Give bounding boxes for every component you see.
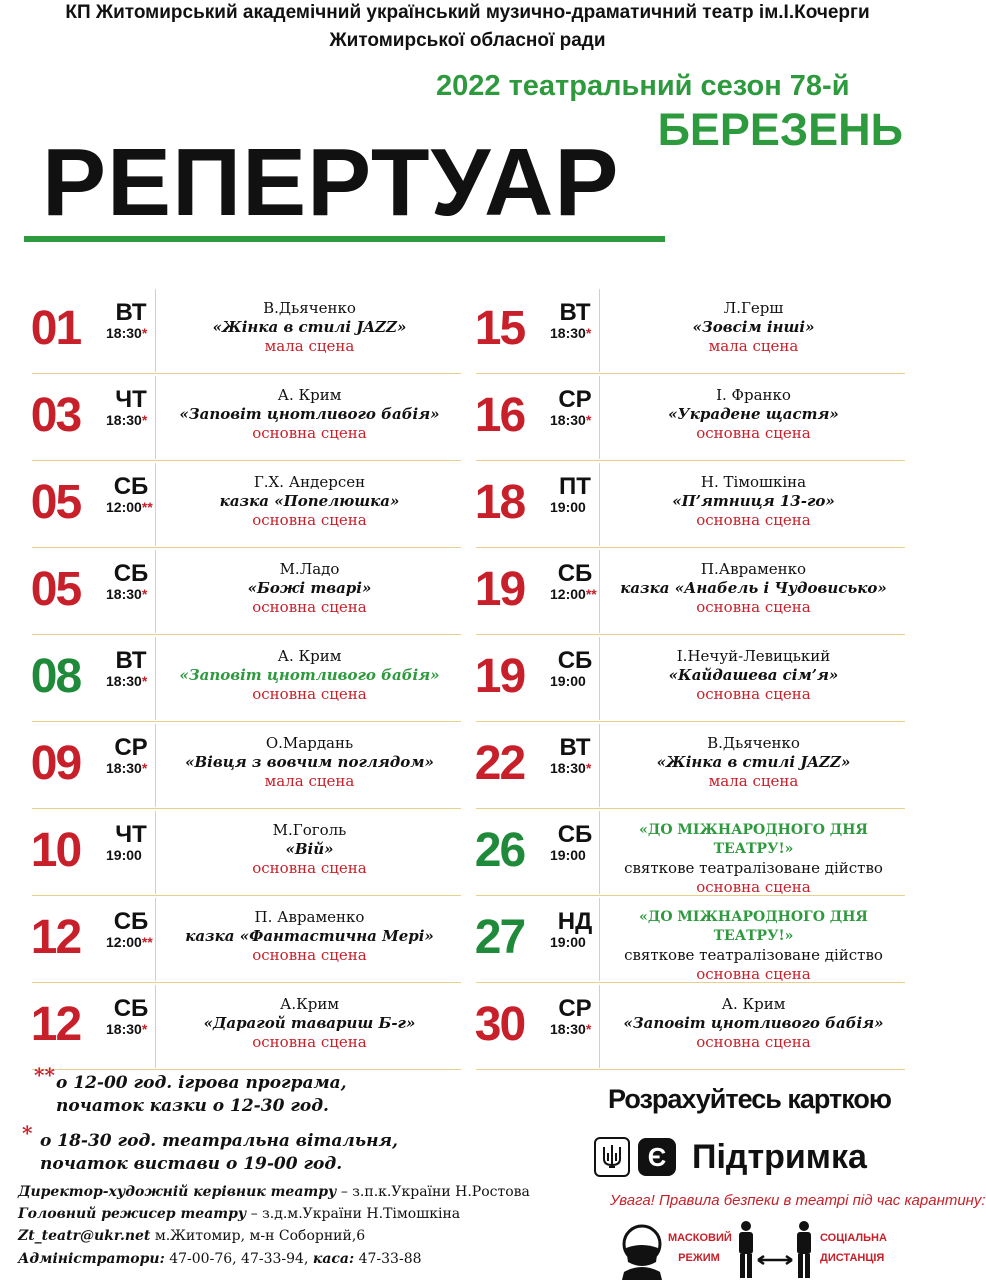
event-title: «Заповіт цнотливого бабія» [623, 1014, 884, 1032]
event-time-value: 18:30 [106, 760, 142, 776]
event-time [106, 499, 164, 515]
chief-director-label: Головний режисер театру [18, 1206, 247, 1222]
event-day: 16 [474, 389, 525, 442]
event-time [550, 673, 608, 689]
event-time-value: 19:00 [550, 934, 586, 950]
event-author: А.Крим [279, 995, 339, 1013]
event-weekday: ВТ [115, 647, 147, 674]
event-stage: основна сцена [696, 878, 811, 896]
event-info[interactable] [602, 995, 905, 1052]
season-label: 2022 театральний сезон 78-й [436, 70, 850, 102]
schedule-row [18, 635, 461, 722]
event-author: О.Мардань [265, 734, 354, 752]
footer-chief-director [18, 1206, 460, 1222]
event-info[interactable] [602, 386, 905, 443]
schedule-row [18, 461, 461, 548]
pay-by-card-label: Розрахуйтесь карткою [608, 1084, 891, 1114]
event-day: 26 [474, 824, 525, 877]
support-label: Підтримка [692, 1137, 867, 1176]
event-title: «Зовсім інші» [692, 318, 815, 336]
month-label: БЕРЕЗЕНЬ [657, 104, 903, 155]
event-time [550, 499, 608, 515]
event-time-mark: * [585, 412, 592, 428]
schedule-row [18, 722, 461, 809]
event-title: «Божі тварі» [247, 579, 372, 597]
event-author: Н. Тімошкіна [700, 473, 807, 491]
event-time [550, 934, 608, 950]
event-time [106, 760, 164, 776]
schedule-row [462, 287, 905, 374]
event-day: 05 [30, 476, 81, 529]
schedule-row [462, 374, 905, 461]
event-info[interactable] [602, 647, 905, 704]
theatre-name-line2: Житомирської обласної ради [329, 30, 606, 51]
event-stage: основна сцена [696, 1033, 811, 1051]
schedule-row [18, 809, 461, 896]
event-stage: мала сцена [708, 772, 799, 790]
event-stage: основна сцена [696, 511, 811, 529]
event-day: 19 [474, 650, 525, 703]
event-time [550, 412, 608, 428]
schedule-row [18, 896, 461, 983]
support-banner [594, 1137, 867, 1177]
event-time-mark: * [141, 1021, 148, 1037]
event-info[interactable] [158, 386, 461, 443]
event-time-value: 18:30 [106, 586, 142, 602]
event-time [550, 1021, 608, 1037]
page-title: РЕПЕРТУАР [42, 129, 620, 236]
note-evening-mark: * [22, 1121, 33, 1145]
schedule-row [462, 983, 905, 1070]
event-weekday: СБ [113, 995, 149, 1022]
event-stage: основна сцена [252, 859, 367, 877]
event-time [550, 586, 608, 602]
event-time-value: 12:00 [106, 499, 142, 515]
event-weekday: ЧТ [115, 821, 147, 848]
cash-phone: 47-33-88 [354, 1251, 422, 1267]
event-day: 22 [474, 737, 525, 790]
event-time-mark: * [585, 325, 592, 341]
footer-phones [18, 1251, 422, 1267]
event-stage: основна сцена [696, 598, 811, 616]
event-time-value: 19:00 [550, 499, 586, 515]
event-time [550, 325, 608, 341]
event-description: святкове театралізоване дійство [624, 946, 883, 964]
event-time-value: 19:00 [550, 847, 586, 863]
schedule-row [18, 983, 461, 1070]
footer-contacts [18, 1228, 365, 1244]
event-time-value: 18:30 [550, 1021, 586, 1037]
note-morning-line2: початок казки о 12-30 год. [56, 1096, 329, 1116]
note-evening-line2: початок вистави о 19-00 год. [40, 1154, 343, 1174]
euro-sign-icon: Є [638, 1138, 676, 1176]
schedule-row [18, 287, 461, 374]
event-title: «Жінка в стилі JAZZ» [212, 318, 407, 336]
event-weekday: ВТ [115, 299, 147, 326]
schedule-row [462, 635, 905, 722]
event-day: 19 [474, 563, 525, 616]
event-time-mark: * [141, 586, 148, 602]
address: м.Житомир, м-н Соборний,6 [150, 1228, 366, 1244]
event-day: 10 [30, 824, 81, 877]
event-time [106, 325, 164, 341]
event-weekday: СБ [557, 560, 593, 587]
note-morning-line1: о 12-00 год. ігрова програма, [56, 1073, 347, 1093]
event-day: 08 [30, 650, 81, 703]
event-time-value: 12:00 [550, 586, 586, 602]
event-time-mark: * [585, 760, 592, 776]
event-time-value: 19:00 [106, 847, 142, 863]
schedule-right-column [462, 287, 905, 1070]
event-time-value: 18:30 [550, 760, 586, 776]
event-title: «Дарагой тавариш Б-г» [203, 1014, 416, 1032]
event-weekday: НД [557, 908, 593, 935]
event-stage: основна сцена [696, 965, 811, 983]
event-stage: основна сцена [252, 511, 367, 529]
event-time [106, 586, 164, 602]
event-weekday: СР [558, 995, 592, 1022]
event-info[interactable] [602, 908, 905, 984]
event-stage: мала сцена [264, 337, 355, 355]
event-title: «Вій» [285, 840, 334, 858]
event-info[interactable] [602, 560, 905, 617]
event-info[interactable] [602, 821, 905, 897]
note-morning [34, 1063, 347, 1118]
event-title: казка «Фантастична Мері» [185, 927, 434, 945]
social-distance-icon [734, 1220, 816, 1285]
event-time-mark: * [141, 412, 148, 428]
event-day: 18 [474, 476, 525, 529]
event-time-value: 18:30 [550, 325, 586, 341]
event-time-mark: * [585, 1021, 592, 1037]
event-time-value: 18:30 [106, 1021, 142, 1037]
mask-mode-label: МАСКОВИЙ РЕЖИМ [668, 1232, 732, 1264]
event-time [550, 760, 608, 776]
event-time [106, 1021, 164, 1037]
event-stage: основна сцена [252, 685, 367, 703]
event-time-mark: * [141, 673, 148, 689]
admin-label: Адміністратори: [18, 1251, 165, 1267]
event-info[interactable] [602, 473, 905, 530]
event-time [106, 934, 164, 950]
director-label: Директор-художній керівник театру [18, 1184, 337, 1200]
event-time [106, 412, 164, 428]
schedule-left-column [18, 287, 461, 1070]
schedule-row [462, 461, 905, 548]
event-weekday: СБ [113, 908, 149, 935]
row-separator [476, 1069, 905, 1070]
event-weekday: СР [558, 386, 592, 413]
event-time-value: 19:00 [550, 673, 586, 689]
event-info[interactable] [602, 734, 905, 791]
event-weekday: СБ [557, 647, 593, 674]
theatre-name-line1: КП Житомирський академічний український музично-драматичний театр ім.І.Кочерги [65, 2, 870, 23]
director-value: – з.п.к.України Н.Ростова [336, 1184, 530, 1200]
event-title: «ДО МІЖНАРОДНОГО ДНЯ ТЕАТРУ!» [639, 909, 868, 944]
note-morning-mark: ** [34, 1063, 55, 1087]
event-day: 01 [30, 302, 81, 355]
event-title: «Заповіт цнотливого бабія» [179, 666, 440, 684]
event-stage: основна сцена [252, 598, 367, 616]
event-stage: основна сцена [696, 424, 811, 442]
event-title: «Украдене щастя» [668, 405, 839, 423]
event-info[interactable] [158, 821, 461, 878]
event-author: А. Крим [277, 647, 342, 665]
event-info[interactable] [158, 647, 461, 704]
row-separator [32, 1069, 461, 1070]
event-stage: мала сцена [264, 772, 355, 790]
event-author: П.Авраменко [700, 560, 807, 578]
event-author: В.Дьяченко [263, 299, 356, 317]
event-time-value: 18:30 [106, 673, 142, 689]
note-evening-line1: о 18-30 год. театральна вітальня, [40, 1131, 398, 1151]
footer-director [18, 1184, 530, 1200]
event-author: П. Авраменко [254, 908, 365, 926]
event-stage: основна сцена [252, 946, 367, 964]
event-title: казка «Попелюшка» [219, 492, 400, 510]
event-info[interactable] [158, 908, 461, 965]
schedule-row [462, 548, 905, 635]
event-author: М.Ладо [279, 560, 340, 578]
event-weekday: СБ [113, 560, 149, 587]
event-day: 12 [30, 998, 81, 1051]
event-time [106, 673, 164, 689]
event-author: М.Гоголь [272, 821, 347, 839]
safety-warning: Увага! Правила безпеки в театрі під час карантину: [610, 1192, 986, 1209]
event-author: І. Франко [716, 386, 791, 404]
chief-director-value: – з.д.м.України Н.Тімошкіна [246, 1206, 461, 1222]
event-author: Г.Х. Андерсен [253, 473, 366, 491]
event-day: 09 [30, 737, 81, 790]
event-day: 12 [30, 911, 81, 964]
event-title: «Заповіт цнотливого бабія» [179, 405, 440, 423]
event-title: «Вівця з вовчим поглядом» [185, 753, 434, 771]
schedule-row [18, 548, 461, 635]
event-stage: основна сцена [252, 424, 367, 442]
event-time-value: 18:30 [550, 412, 586, 428]
event-time-value: 18:30 [106, 325, 142, 341]
event-day: 03 [30, 389, 81, 442]
event-info[interactable] [158, 734, 461, 791]
event-time [106, 847, 164, 863]
event-time-mark: ** [585, 586, 597, 602]
event-info[interactable] [158, 299, 461, 356]
admin-phones: 47-00-76, 47-33-94, [164, 1251, 313, 1267]
email-link[interactable]: Zt_teatr@ukr.net [18, 1228, 151, 1244]
event-title: «Кайдашева сім’я» [668, 666, 839, 684]
event-stage: мала сцена [708, 337, 799, 355]
event-author: А. Крим [721, 995, 786, 1013]
event-description: святкове театралізоване дійство [624, 859, 883, 877]
event-info[interactable] [158, 560, 461, 617]
event-title: казка «Анабель і Чудовисько» [620, 579, 887, 597]
event-time-value: 18:30 [106, 412, 142, 428]
event-author: В.Дьяченко [707, 734, 800, 752]
event-time-mark: ** [141, 934, 153, 950]
schedule-row [18, 374, 461, 461]
event-weekday: СР [114, 734, 148, 761]
event-time-mark: ** [141, 499, 153, 515]
title-underline [24, 236, 665, 242]
event-author: І.Нечуй-Левицький [676, 647, 831, 665]
event-title: «П’ятниця 13-го» [672, 492, 835, 510]
event-day: 27 [474, 911, 525, 964]
event-title: «ДО МІЖНАРОДНОГО ДНЯ ТЕАТРУ!» [639, 822, 868, 857]
event-weekday: ЧТ [115, 386, 147, 413]
cash-label: каса: [312, 1251, 355, 1267]
face-mask-icon [618, 1222, 666, 1285]
event-stage: основна сцена [696, 685, 811, 703]
event-author: Л.Герш [723, 299, 784, 317]
event-time [550, 847, 608, 863]
event-weekday: ПТ [559, 473, 591, 500]
schedule-row [462, 896, 905, 983]
event-stage: основна сцена [252, 1033, 367, 1051]
event-day: 30 [474, 998, 525, 1051]
event-title: «Жінка в стилі JAZZ» [656, 753, 851, 771]
event-time-mark: * [141, 760, 148, 776]
event-time-mark: * [141, 325, 148, 341]
event-weekday: ВТ [559, 734, 591, 761]
event-weekday: СБ [557, 821, 593, 848]
event-info[interactable] [158, 473, 461, 530]
event-day: 15 [474, 302, 525, 355]
schedule-row [462, 809, 905, 896]
trident-icon [594, 1137, 630, 1177]
event-weekday: СБ [113, 473, 149, 500]
event-author: А. Крим [277, 386, 342, 404]
event-time-value: 12:00 [106, 934, 142, 950]
social-distance-label: СОЦІАЛЬНА ДИСТАНЦІЯ [820, 1232, 887, 1264]
event-day: 05 [30, 563, 81, 616]
event-info[interactable] [158, 995, 461, 1052]
schedule-row [462, 722, 905, 809]
event-weekday: ВТ [559, 299, 591, 326]
note-evening [22, 1121, 398, 1176]
event-info[interactable] [602, 299, 905, 356]
